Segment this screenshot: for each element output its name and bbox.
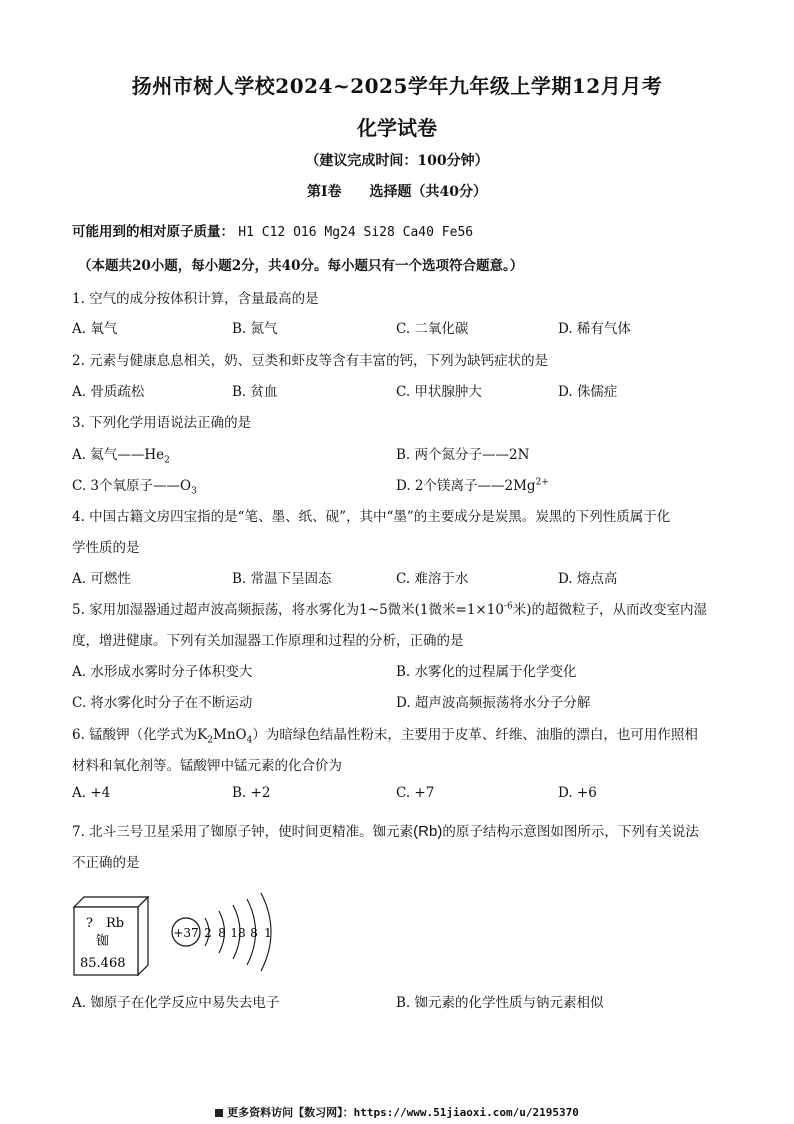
option-b: B. 铷元素的化学性质与钠元素相似 <box>396 995 604 1011</box>
element-atom-svg <box>72 893 332 983</box>
option-c: C. +7 <box>396 785 435 801</box>
option-b: B. 贫血 <box>232 384 278 400</box>
option-d: D. +6 <box>558 785 597 801</box>
element-name: 铷 <box>96 934 110 949</box>
exam-subtitle: 化学试卷 <box>357 116 437 140</box>
question-stem: 3. 下列化学用语说法正确的是 <box>72 415 252 431</box>
option-d: D. 稀有气体 <box>558 321 631 337</box>
option-b: B. 两个氮分子——2N <box>396 447 530 463</box>
question-stem-cont: 度，增进健康。下列有关加湿器工作原理和过程的分析，正确的是 <box>72 633 464 649</box>
nucleus-charge: +37 <box>173 926 199 940</box>
option-c: C. 将水雾化时分子在不断运动 <box>72 695 253 711</box>
suggested-time: （建议完成时间：100分钟） <box>305 153 489 169</box>
option-a: A. +4 <box>72 785 111 801</box>
instructions: （本题共20小题，每小题2分，共40分。每小题只有一个选项符合题意。） <box>78 258 524 274</box>
flag-icon <box>215 1109 223 1117</box>
atomic-mass-label: 可能用到的相对原子质量： <box>72 224 234 240</box>
section-part: 第Ⅰ卷 <box>306 184 342 200</box>
element-mass: 85.468 <box>80 956 126 971</box>
option-a: A. 氦气$——He_2$ <box>72 447 170 466</box>
atomic-mass-line <box>72 220 473 240</box>
section-heading <box>0 181 794 201</box>
question-stem: 1. 空气的成分按体积计算，含量最高的是 <box>72 291 319 307</box>
option-d: D. 超声波高频振荡将水分子分解 <box>396 695 591 711</box>
option-a: A. 氧气 <box>72 321 118 337</box>
option-d: D. 侏儒症 <box>558 384 618 400</box>
option-b: B. +2 <box>232 785 271 801</box>
option-c: C. 难溶于水 <box>396 571 469 587</box>
question-stem: 2. 元素与健康息息相关，奶、豆类和虾皮等含有丰富的钙，下列为缺钙症状的是 <box>72 353 549 369</box>
option-b: B. 常温下呈固态 <box>232 571 332 587</box>
option-b: B. 氮气 <box>232 321 278 337</box>
question-stem: 6. 锰酸钾（化学式为$K_2MnO_4$）为暗绿色结晶性粉末，主要用于皮革、纤维、油脂的漂白，也可用作照相 <box>72 727 698 746</box>
option-c: C. 甲状腺肿大 <box>396 384 482 400</box>
option-d: D. 2个镁离子$——2Mg^{2+}$ <box>396 477 549 494</box>
atomic-mass-values: H1 C12 O16 Mg24 Si28 Ca40 Fe56 <box>238 225 474 240</box>
shell-electrons: 8 <box>250 926 258 940</box>
atom-structure <box>172 893 272 971</box>
question-stem-cont: 学性质的是 <box>72 540 140 556</box>
section-title: 选择题（共40分） <box>369 184 488 200</box>
option-a: A. 铷原子在化学反应中易失去电子 <box>72 995 280 1011</box>
option-c: C. 3个氧原子$——O_3$ <box>72 478 197 497</box>
shell-electrons: 8 <box>218 926 226 940</box>
question-stem: 7. 北斗三号卫星采用了铷原子钟，使时间更精准。铷元素(Rb)的原子结构示意图如图所示，下列有关说法 <box>72 823 699 840</box>
option-c: C. 二氧化碳 <box>396 321 469 337</box>
exam-title: 扬州市树人学校2024~2025学年九年级上学期12月月考 <box>131 74 663 98</box>
shell-electrons: 18 <box>230 926 246 940</box>
element-symbol: Rb <box>106 916 125 931</box>
option-d: D. 熔点高 <box>558 571 618 587</box>
element-number: ? <box>86 916 93 931</box>
shell-electrons: 2 <box>204 926 212 940</box>
rubidium-figure <box>72 893 332 983</box>
question-stem-cont: 材料和氧化剂等。锰酸钾中锰元素的化合价为 <box>72 758 342 774</box>
option-a: A. 水形成水雾时分子体积变大 <box>72 664 253 680</box>
option-a: A. 骨质疏松 <box>72 384 145 400</box>
element-card <box>74 897 148 975</box>
question-stem: 4. 中国古籍文房四宝指的是“笔、墨、纸、砚”，其中“墨”的主要成分是炭黑。炭黑的下列性质属于化 <box>72 509 671 525</box>
footer-text[interactable]: 更多资料访问【数习网】：https://www.51jiaoxi.com/u/2195370 <box>227 1106 579 1119</box>
option-b: B. 水雾化的过程属于化学变化 <box>396 664 577 680</box>
question-stem-cont: 不正确的是 <box>72 855 140 871</box>
shell-electrons: 1 <box>264 926 272 940</box>
option-a: A. 可燃性 <box>72 571 131 587</box>
question-stem: 5. 家用加湿器通过超声波高频振荡，将水雾化为1~5微米(1微米$=1\times 10^{-6}$米)的超微粒子，从而改变室内湿 <box>72 601 707 618</box>
footer-link[interactable] <box>0 1104 794 1120</box>
